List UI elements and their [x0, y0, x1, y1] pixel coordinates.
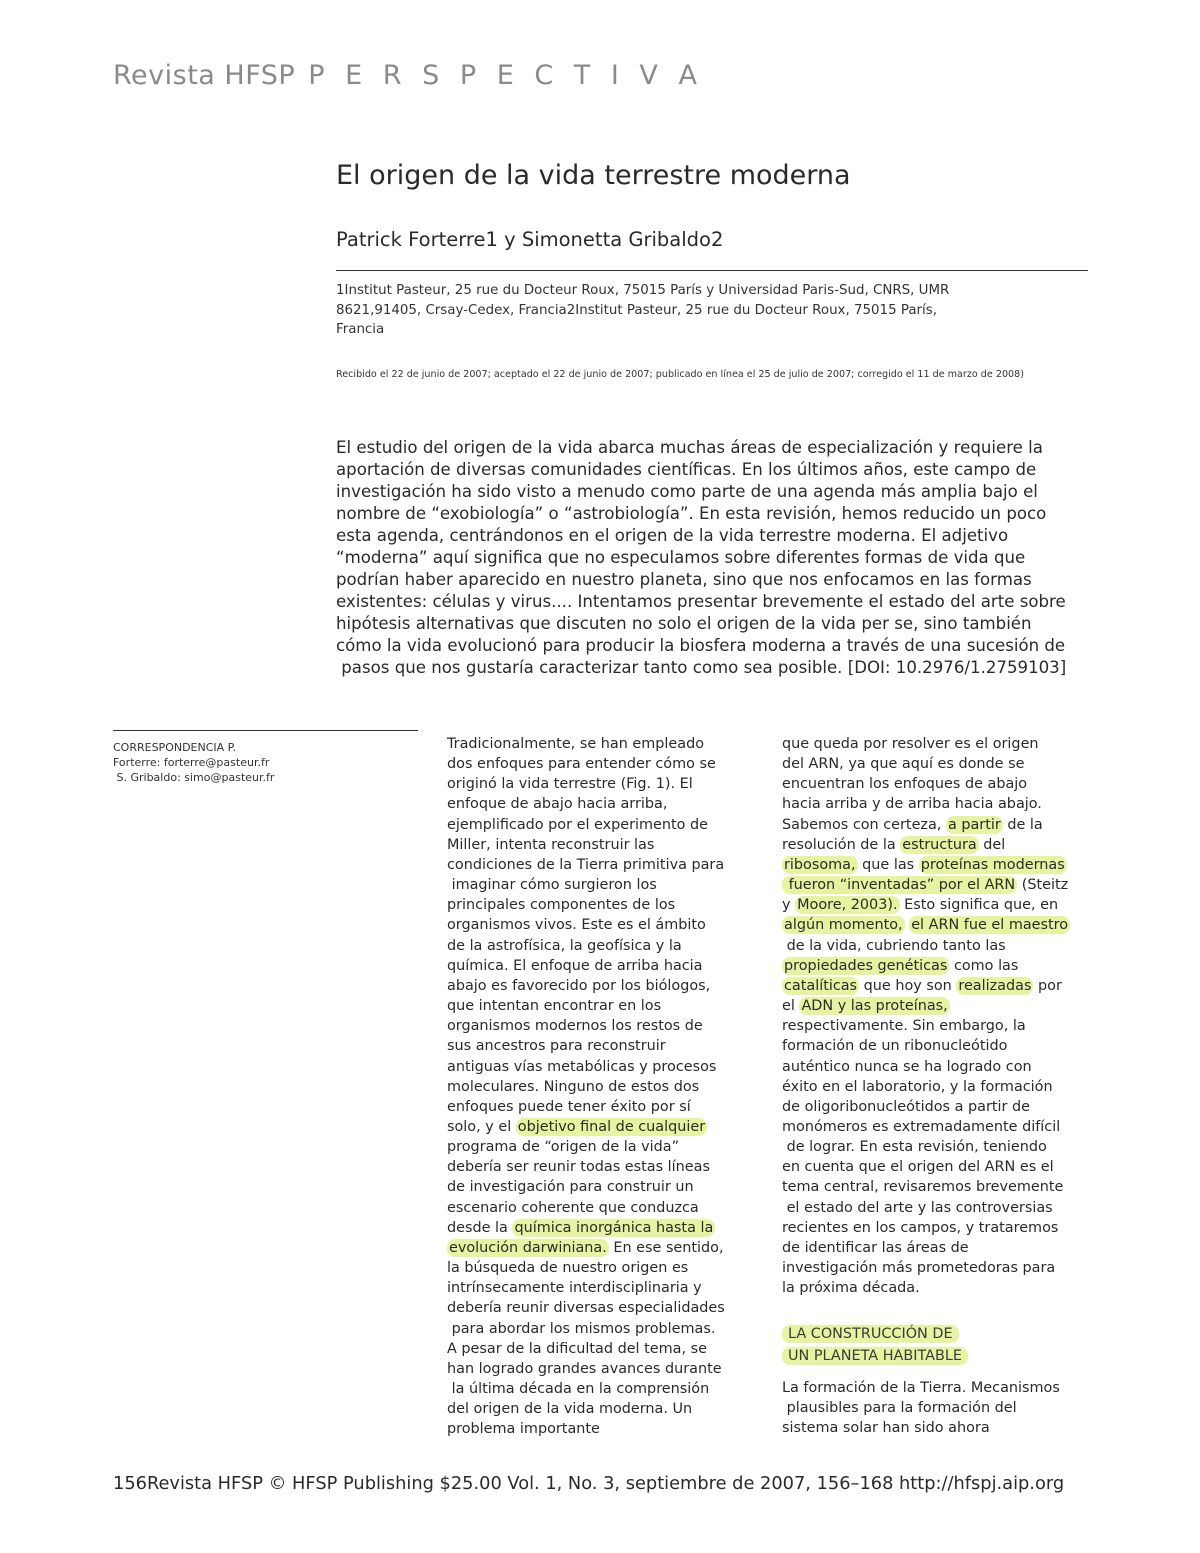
- body-line: [782, 956, 1102, 976]
- body-line: [782, 875, 1102, 895]
- body-text: desde la: [447, 1219, 513, 1236]
- highlighted-text: ADN y las proteínas,: [801, 998, 948, 1015]
- body-line: enfoques puede tener éxito por sí: [447, 1098, 691, 1115]
- body-line: la próxima década.: [782, 1280, 920, 1297]
- body-line: investigación más prometedoras para: [782, 1260, 1056, 1277]
- body-line: [782, 915, 1102, 935]
- body-line: de la astrofísica, la geofísica y la: [447, 937, 682, 954]
- publication-dates: Recibido el 22 de junio de 2007; aceptado el 22 de junio de 2007; publicado en línea el 25 de julio de 2007; corregido el 11 de marzo de 2008): [336, 369, 1025, 380]
- body-line: principales componentes de los: [447, 897, 676, 914]
- body-text: como las: [949, 957, 1019, 974]
- body-line: organismos modernos los restos de: [447, 1018, 703, 1035]
- body-line: enfoque de abajo hacia arriba,: [447, 796, 668, 813]
- body-line: éxito en el laboratorio, y la formación: [782, 1078, 1053, 1095]
- highlighted-heading: LA CONSTRUCCIÓN DE: [782, 1325, 959, 1343]
- body-line: [447, 1218, 767, 1238]
- abstract-line: nombre de “exobiología” o “astrobiología”. En esta revisión, hemos reducido un poco: [336, 504, 1047, 523]
- abstract-line: El estudio del origen de la vida abarca muchas áreas de especialización y requiere la: [336, 438, 1043, 457]
- body-line: intrínsecamente interdisciplinaria y: [447, 1280, 702, 1297]
- body-column-left: [447, 734, 767, 1439]
- correspondence-divider: [113, 730, 418, 731]
- highlighted-text: propiedades genéticas: [784, 957, 948, 974]
- body-text: Esto significa que, en: [899, 897, 1059, 914]
- abstract-line: aportación de diversas comunidades científicas. En los últimos años, este campo de: [336, 460, 1037, 479]
- abstract-line: investigación ha sido visto a menudo como parte de una agenda más amplia bajo el: [336, 482, 1038, 501]
- highlighted-text: objetivo final de cualquier: [517, 1118, 706, 1135]
- body-line: química. El enfoque de arriba hacia: [447, 957, 703, 974]
- body-line: plausibles para la formación del: [782, 1400, 1017, 1417]
- affiliations: [336, 281, 1036, 340]
- body-line: formación de un ribonucleótido: [782, 1038, 1008, 1055]
- body-line: debería ser reunir todas estas líneas: [447, 1159, 710, 1176]
- body-line: Tradicionalmente, se han empleado: [447, 736, 705, 752]
- abstract-line: cómo la vida evolucionó para producir la biosfera moderna a través de una sucesión de: [336, 636, 1066, 655]
- correspondence: [113, 740, 274, 785]
- article-title: El origen de la vida terrestre moderna: [336, 160, 851, 191]
- highlighted-text: a partir: [947, 816, 1001, 833]
- abstract-line: existentes: células y virus.... Intentamos presentar brevemente el estado del arte sobre: [336, 592, 1066, 611]
- body-line: que queda por resolver es el origen: [782, 736, 1039, 752]
- affiliation-line: 1Institut Pasteur, 25 rue du Docteur Roux, 75015 París y Universidad Paris-Sud, CNRS, UMR: [336, 283, 950, 298]
- body-line: [447, 1238, 767, 1258]
- body-line: de lograr. En esta revisión, teniendo: [782, 1139, 1047, 1156]
- body-line: [782, 815, 1102, 835]
- highlighted-text: proteínas modernas: [920, 856, 1065, 873]
- highlighted-text: fueron “inventadas” por el ARN: [784, 877, 1016, 894]
- body-line: [782, 855, 1102, 875]
- correspondence-email-forterre: Forterre: forterre@pasteur.fr: [113, 756, 270, 769]
- body-line: auténtico nunca se ha logrado con: [782, 1058, 1032, 1075]
- body-line: para abordar los mismos problemas.: [447, 1320, 716, 1337]
- body-line: del origen de la vida moderna. Un: [447, 1401, 693, 1418]
- body-line: de identificar las áreas de: [782, 1239, 969, 1256]
- body-line: del ARN, ya que aquí es donde se: [782, 756, 1025, 773]
- correspondence-title: CORRESPONDENCIA P.: [113, 741, 237, 754]
- body-text: y: [782, 897, 796, 914]
- body-text: solo, y el: [447, 1118, 516, 1135]
- body-line: sus ancestros para reconstruir: [447, 1038, 666, 1055]
- abstract-line: esta agenda, centrándonos en el origen de la vida terrestre moderna. El adjetivo: [336, 526, 1009, 545]
- body-line: de oligoribonucleótidos a partir de: [782, 1098, 1030, 1115]
- highlighted-text: estructura: [902, 836, 977, 853]
- body-line: abajo es favorecido por los biólogos,: [447, 977, 711, 994]
- body-line: antiguas vías metabólicas y procesos: [447, 1058, 717, 1075]
- body-text: Sabemos con certeza,: [782, 816, 946, 833]
- body-line: organismos vivos. Este es el ámbito: [447, 917, 706, 934]
- body-line: recientes en los campos, y trataremos: [782, 1219, 1059, 1236]
- body-line: que intentan encontrar en los: [447, 998, 662, 1015]
- highlighted-text: evolución darwiniana.: [449, 1239, 607, 1256]
- body-text: el: [782, 998, 800, 1015]
- body-line: monómeros es extremadamente difícil: [782, 1118, 1061, 1135]
- body-line: encuentran los enfoques de abajo: [782, 776, 1028, 793]
- body-line: ejemplificado por el experimento de: [447, 816, 709, 833]
- authors: Patrick Forterre1 y Simonetta Gribaldo2: [336, 228, 724, 251]
- body-line: de la vida, cubriendo tanto las: [782, 937, 1006, 954]
- highlighted-text: el ARN fue el maestro: [911, 917, 1069, 934]
- body-line: escenario coherente que conduzca: [447, 1199, 699, 1216]
- journal-header: [113, 60, 703, 91]
- body-text: resolución de la: [782, 836, 901, 853]
- body-line: [447, 1117, 767, 1137]
- highlighted-text: realizadas: [958, 977, 1032, 994]
- abstract-line: “moderna” aquí significa que no especulamos sobre diferentes formas de vida que: [336, 548, 1026, 567]
- body-line: moleculares. Ninguno de estos dos: [447, 1078, 700, 1095]
- highlighted-text: ribosoma,: [784, 856, 856, 873]
- section-heading: [782, 1323, 968, 1367]
- body-line: el estado del arte y las controversias: [782, 1199, 1053, 1216]
- body-line: la última década en la comprensión: [447, 1381, 710, 1397]
- body-line: condiciones de la Tierra primitiva para: [447, 856, 725, 873]
- abstract-line: pasos que nos gustaría caracterizar tanto como sea posible. [DOI: 10.2976/1.2759103]: [336, 658, 1067, 677]
- highlighted-text: Moore, 2003).: [797, 897, 898, 914]
- body-line: debería reunir diversas especialidades: [447, 1300, 725, 1317]
- body-line: La formación de la Tierra. Mecanismos: [782, 1380, 1060, 1396]
- highlighted-text: catalíticas: [784, 977, 858, 994]
- body-text: (Steitz: [1017, 877, 1069, 894]
- body-line: [782, 976, 1102, 996]
- body-line: respectivamente. Sin embargo, la: [782, 1018, 1026, 1035]
- body-text: que hoy son: [859, 977, 957, 994]
- section-label: P E R S P E C T I V A: [308, 60, 703, 91]
- body-line: A pesar de la dificultad del tema, se: [447, 1340, 707, 1357]
- body-line: dos enfoques para entender cómo se: [447, 756, 716, 773]
- body-line: [782, 996, 1102, 1016]
- affiliation-line: 8621,91405, Crsay-Cedex, Francia2Institut Pasteur, 25 rue du Docteur Roux, 75015 París,: [336, 302, 937, 318]
- title-divider: [336, 270, 1088, 271]
- highlighted-text: química inorgánica hasta la: [514, 1219, 714, 1236]
- body-text: En ese sentido,: [608, 1239, 724, 1256]
- highlighted-heading: UN PLANETA HABITABLE: [782, 1347, 968, 1365]
- abstract: [336, 437, 1088, 679]
- body-line: imaginar cómo surgieron los: [447, 877, 657, 894]
- body-line: de investigación para construir un: [447, 1179, 694, 1196]
- body-line: hacia arriba y de arriba hacia abajo.: [782, 796, 1042, 813]
- body-line: originó la vida terrestre (Fig. 1). El: [447, 776, 693, 793]
- highlighted-text: algún momento,: [784, 917, 903, 934]
- section-paragraph: [782, 1378, 1102, 1438]
- body-line: en cuenta que el origen del ARN es el: [782, 1159, 1054, 1176]
- body-line: sistema solar han sido ahora: [782, 1420, 990, 1437]
- body-text: por: [1033, 977, 1062, 994]
- body-line: programa de “origen de la vida”: [447, 1139, 680, 1156]
- page-footer: 156Revista HFSP © HFSP Publishing $25.00 Vol. 1, No. 3, septiembre de 2007, 156–168 http://hfspj.aip.org: [113, 1473, 1065, 1494]
- body-line: han logrado grandes avances durante: [447, 1360, 722, 1377]
- body-line: la búsqueda de nuestro origen es: [447, 1260, 689, 1277]
- affiliation-line: Francia: [336, 322, 385, 337]
- abstract-line: podrían haber aparecido en nuestro planeta, sino que nos enfocamos en las formas: [336, 570, 1032, 589]
- body-line: Miller, intenta reconstruir las: [447, 836, 655, 853]
- body-text: del: [978, 836, 1006, 853]
- journal-name: Revista HFSP: [113, 60, 296, 91]
- body-line: [782, 895, 1102, 915]
- correspondence-email-gribaldo: S. Gribaldo: simo@pasteur.fr: [113, 771, 275, 784]
- body-text: de la: [1002, 816, 1043, 833]
- body-column-right: [782, 734, 1102, 1298]
- abstract-line: hipótesis alternativas que discuten no solo el origen de la vida per se, sino también: [336, 614, 1032, 633]
- body-text: que las: [857, 856, 919, 873]
- body-line: problema importante: [447, 1421, 600, 1438]
- body-line: [782, 835, 1102, 855]
- body-line: tema central, revisaremos brevemente: [782, 1179, 1064, 1196]
